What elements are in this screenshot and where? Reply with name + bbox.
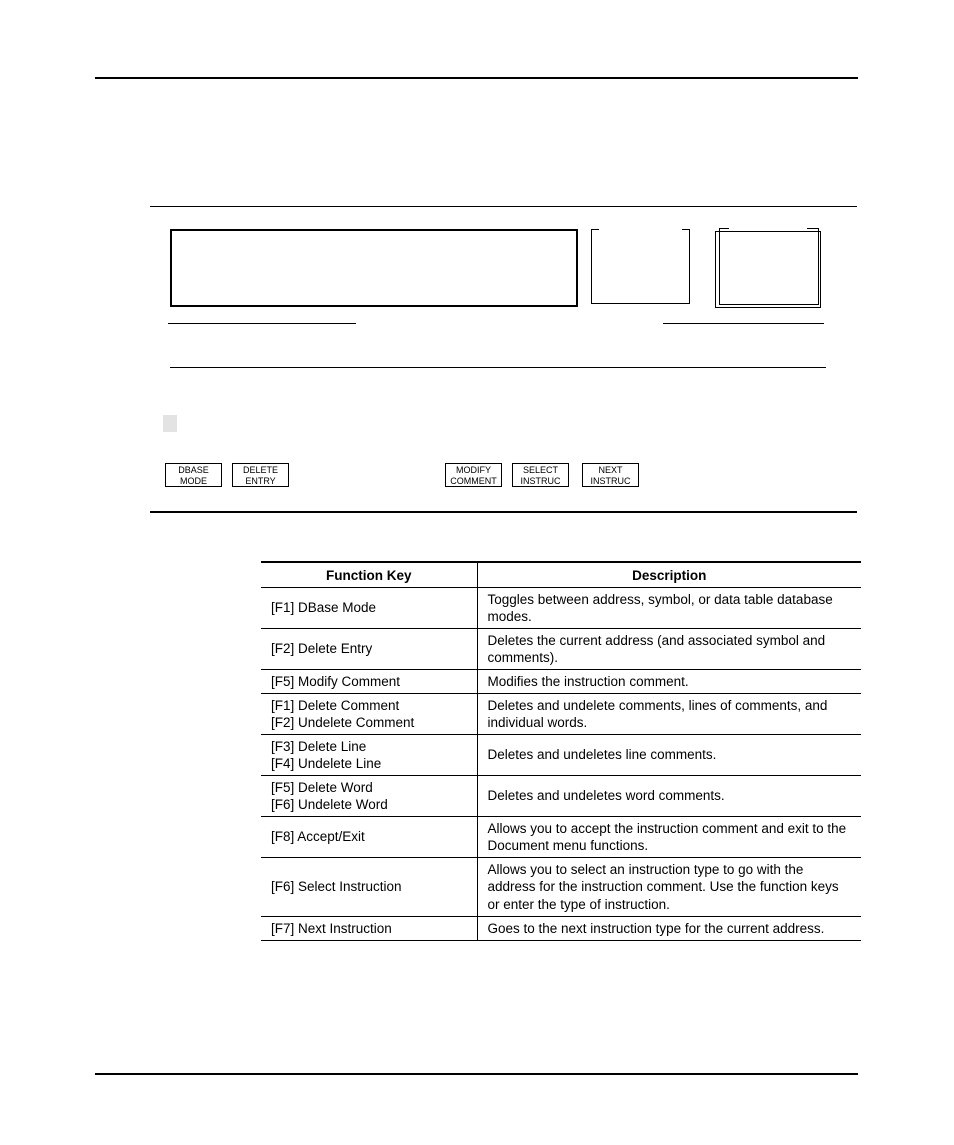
key-text: [F2] Delete Entry xyxy=(271,641,373,657)
address-box xyxy=(591,229,690,304)
screen-bottom-border xyxy=(150,511,857,513)
function-key-cell xyxy=(261,858,477,917)
comment-entry-box xyxy=(170,229,578,307)
screen-top-border xyxy=(150,206,857,207)
key-text: [F8] Accept/Exit xyxy=(271,829,365,845)
key-text: [F1] DBase Mode xyxy=(271,600,377,616)
key-label: INSTRUC xyxy=(520,476,561,486)
footer-rule xyxy=(95,1073,858,1075)
description-cell: Deletes and undeletes line comments. xyxy=(477,735,861,776)
modify-comment-key[interactable] xyxy=(445,463,502,487)
function-key-cell xyxy=(261,670,477,694)
function-key-cell xyxy=(261,917,477,941)
column-header: Function Key xyxy=(261,562,477,588)
function-key-cell xyxy=(261,588,477,629)
key-text: [F6] Undelete Word xyxy=(271,797,388,812)
key-text: [F5] Modify Comment xyxy=(271,673,401,689)
table-row xyxy=(261,817,861,858)
delete-entry-key[interactable] xyxy=(232,463,289,487)
key-text: [F4] Undelete Line xyxy=(271,756,382,771)
function-key-cell xyxy=(261,817,477,858)
key-text: [F5] Delete Word xyxy=(271,779,373,795)
key-label: MODE xyxy=(180,476,207,486)
key-label: ENTRY xyxy=(245,476,276,486)
function-key-cell xyxy=(261,776,477,817)
key-text: [F3] Delete Line xyxy=(271,738,367,754)
description-cell: Modifies the instruction comment. xyxy=(477,670,861,694)
key-label: INSTRUC xyxy=(590,476,631,486)
function-key-cell xyxy=(261,694,477,735)
key-label: NEXT xyxy=(598,465,623,475)
table-row xyxy=(261,694,861,735)
key-text: [F1] Delete Comment xyxy=(271,697,400,713)
symbol-underline xyxy=(663,323,824,324)
instruction-box-inner xyxy=(719,228,819,305)
key-label: DBASE xyxy=(178,465,209,475)
table-row xyxy=(261,858,861,917)
table-row xyxy=(261,917,861,941)
header-rule xyxy=(95,77,858,79)
key-text: [F7] Next Instruction xyxy=(271,920,392,936)
next-instruction-key[interactable] xyxy=(582,463,639,487)
table-row xyxy=(261,629,861,670)
prompt-line xyxy=(170,367,826,368)
description-cell: Toggles between address, symbol, or data table database modes. xyxy=(477,588,861,629)
table-row xyxy=(261,670,861,694)
description-cell: Allows you to select an instruction type to go with the address for the instruction comment. Use the function keys or enter the type of instruction. xyxy=(477,858,861,917)
description-cell: Allows you to accept the instruction comment and exit to the Document menu functions. xyxy=(477,817,861,858)
description-cell: Goes to the next instruction type for the current address. xyxy=(477,917,861,941)
table-row xyxy=(261,588,861,629)
table-row xyxy=(261,735,861,776)
column-header: Description xyxy=(477,562,861,588)
table-row xyxy=(261,776,861,817)
key-label: DELETE xyxy=(242,465,278,475)
table-header-row xyxy=(261,562,861,588)
key-label: COMMENT xyxy=(450,476,497,486)
key-label: MODIFY xyxy=(456,465,491,475)
select-instruction-key[interactable] xyxy=(512,463,569,487)
key-label: SELECT xyxy=(522,465,558,475)
key-text: [F2] Undelete Comment xyxy=(271,715,415,730)
function-key-table xyxy=(261,561,861,941)
function-key-cell xyxy=(261,629,477,670)
function-key-cell xyxy=(261,735,477,776)
key-text: [F6] Select Instruction xyxy=(271,879,402,895)
description-cell: Deletes and undelete comments, lines of comments, and individual words. xyxy=(477,694,861,735)
dbase-mode-key[interactable] xyxy=(165,463,222,487)
cursor-block xyxy=(163,415,177,432)
address-underline xyxy=(168,323,356,324)
description-cell: Deletes the current address (and associated symbol and comments). xyxy=(477,629,861,670)
description-cell: Deletes and undeletes word comments. xyxy=(477,776,861,817)
